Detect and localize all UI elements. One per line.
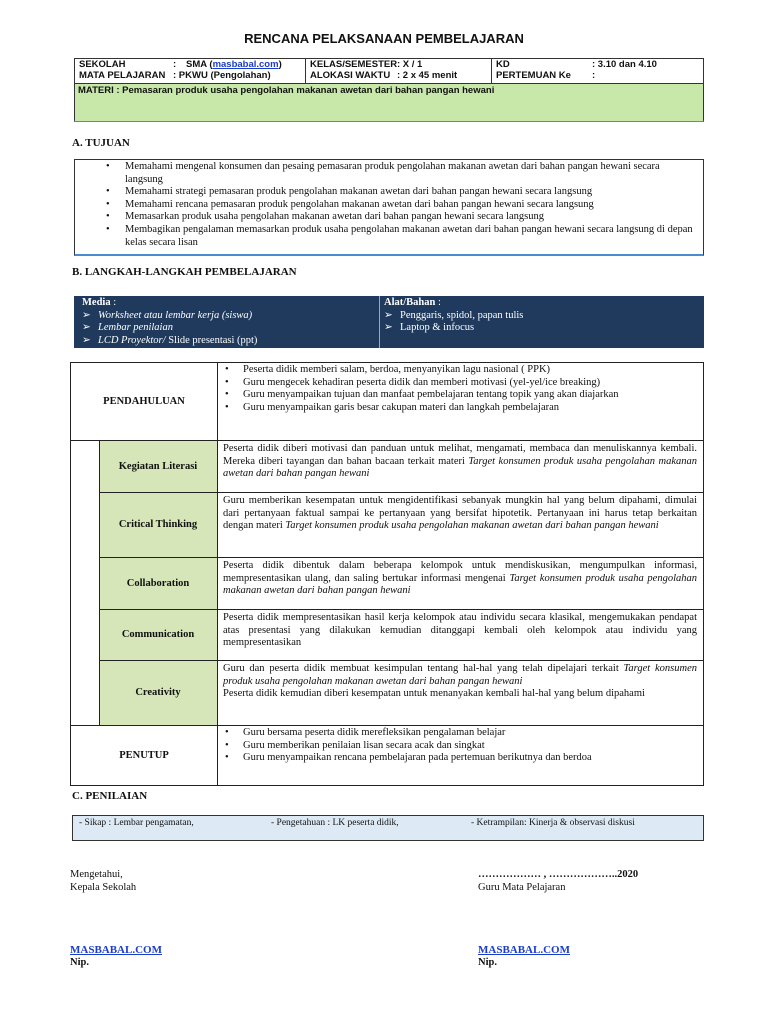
- pertemuan-label: PERTEMUAN Ke: [496, 70, 571, 81]
- list-item: • Memahami rencana pemasaran produk pengolahan makanan awetan dari bahan pangan hewani secara langsung: [75, 199, 703, 212]
- date-line: ……………… , ………………..2020: [478, 869, 639, 880]
- list-item: • Memahami strategi pemasaran produk pengolahan makanan awetan dari bahan pangan hewani secara langsung: [75, 186, 703, 199]
- section-heading-penilaian: C. PENILAIAN: [72, 790, 148, 802]
- tujuan-box: [74, 159, 704, 256]
- media-divider: [379, 296, 380, 348]
- list-item: • Guru mengecek kehadiran peserta didik dan memberi motivasi (yel-yel/ice breaking): [217, 377, 703, 390]
- table-divider: [71, 725, 703, 726]
- table-divider: [99, 440, 100, 725]
- page-title: RENCANA PELAKSANAAN PEMBELAJARAN: [244, 31, 524, 46]
- table-divider: [217, 363, 218, 785]
- arrow-icon: ➢: [82, 309, 91, 321]
- section-heading-langkah: B. LANGKAH-LANGKAH PEMBELAJARAN: [72, 266, 297, 278]
- list-item: • Membagikan pengalaman memasarkan produk usaha pengolahan makanan awetan dari bahan pangan hewani secara langsung di depan kelas secara lisan: [75, 224, 703, 249]
- info-box: [74, 58, 704, 122]
- communication-content: Peserta didik mempresentasikan hasil kerja kelompok atau individu secara klasikal, mengemukakan pendapat atas presentasi yang dilakukan kemudian ditanggapi kembali oleh kelompok atau individu yang mempresentasikan: [223, 612, 697, 649]
- penilaian-box: [72, 815, 704, 841]
- media-column: Media : ➢ Worksheet atau lembar kerja (siswa) ➢ Lembar penilaian ➢ LCD Proyektor/ Slide presentasi (ppt): [82, 297, 258, 346]
- media-box: [74, 296, 704, 348]
- penilaian-sikap: - Sikap : Lembar pengamatan,: [79, 818, 194, 828]
- list-item: • Memasarkan produk usaha pengolahan makanan awetan dari bahan pangan hewani secara langsung: [75, 211, 703, 224]
- collaboration-content: Peserta didik dibentuk dalam beberapa kelompok untuk mendiskusikan, mengumpulkan informasi, mempresentasikan ulang, dan saling bertukar informasi mengenai Target konsumen produk usaha pengolahan makanan awetan dari bahan pangan hewani: [223, 560, 697, 597]
- critical-thinking-content: Guru memberikan kesempatan untuk mengidentifikasi sebanyak mungkin hal yang belum dipahami, dimulai dari pertanyaan faktual sampai ke pertanyaan yang bersifat hipotetik. Pertanyaan ini harus tetap berkaitan dengan materi Target konsumen produk usaha pengolahan makanan awetan dari bahan pangan hewani: [223, 495, 697, 532]
- list-item: • Guru menyampaikan rencana pembelajaran pada pertemuan berikutnya dan berdoa: [217, 752, 703, 765]
- list-item: • Memahami mengenal konsumen dan pesaing pemasaran produk pengolahan makanan awetan dari bahan pangan hewani secara langsung: [75, 161, 703, 186]
- mapel-value: : PKWU (Pengolahan): [173, 70, 271, 81]
- table-divider: [99, 557, 703, 558]
- critical-thinking-label: Critical Thinking: [118, 519, 198, 530]
- arrow-icon: ➢: [384, 309, 393, 321]
- literasi-content: Peserta didik diberi motivasi dan panduan untuk melihat, mengamati, membaca dan menuliskannya kembali. Mereka diberi tayangan dan bahan bacaan terkait materi Target konsumen produk usaha pengolahan makanan awetan dari bahan pangan hewani: [223, 443, 697, 480]
- media-item: Worksheet atau lembar kerja (siswa): [98, 309, 253, 321]
- alokasi-label: ALOKASI WAKTU: [310, 70, 391, 81]
- kd-value: : 3.10 dan 4.10: [592, 59, 657, 70]
- kepala-sekolah-text: Kepala Sekolah: [70, 882, 137, 893]
- arrow-icon: ➢: [384, 322, 393, 333]
- mengetahui-text: Mengetahui,: [70, 869, 123, 880]
- guru-text: Guru Mata Pelajaran: [478, 882, 566, 893]
- tujuan-list: [75, 161, 703, 249]
- communication-label: Communication: [121, 629, 195, 640]
- pertemuan-value: :: [592, 70, 596, 81]
- info-divider: [305, 59, 306, 83]
- media-label: Media: [82, 297, 111, 308]
- list-item: • Guru menyampaikan garis besar cakupan materi dan langkah pembelajaran: [217, 402, 703, 415]
- right-footer-link[interactable]: MASBABAL.COM: [478, 944, 570, 956]
- alat-label: Alat/Bahan: [384, 297, 436, 308]
- kelas-value: : X / 1: [397, 59, 423, 70]
- info-row-2: [75, 70, 703, 82]
- literasi-label: Kegiatan Literasi: [118, 460, 198, 472]
- list-item: • Guru memberikan penilaian lisan secara acak dan singkat: [217, 740, 703, 753]
- media-item: LCD Proyektor/: [98, 334, 166, 346]
- alat-item: Penggaris, spidol, papan tulis: [400, 309, 524, 321]
- nip-right: Nip.: [478, 957, 497, 968]
- media-item: Slide presentasi (ppt): [165, 334, 258, 346]
- penutup-content: [217, 727, 703, 765]
- arrow-icon: ➢: [82, 322, 91, 333]
- pendahuluan-label: PENDAHULUAN: [103, 396, 185, 407]
- alat-column: Alat/Bahan : ➢ Penggaris, spidol, papan tulis ➢ Laptop & infocus: [384, 297, 524, 333]
- sekolah-label: SEKOLAH: [79, 59, 126, 70]
- penutup-label: PENUTUP: [119, 749, 169, 761]
- creativity-label: Creativity: [135, 687, 181, 698]
- nip-left: Nip.: [70, 957, 89, 968]
- sekolah-link[interactable]: masbabal.com: [212, 59, 279, 70]
- penilaian-keterampilan: - Ketrampilan: Kinerja & observasi diskusi: [471, 818, 635, 828]
- section-heading-tujuan: A. TUJUAN: [72, 137, 130, 149]
- materi-bar: MATERI : Pemasaran produk usaha pengolahan makanan awetan dari bahan pangan hewani: [75, 83, 703, 121]
- alat-item: Laptop & infocus: [400, 322, 475, 333]
- kelas-label: KELAS/SEMESTER: [310, 59, 398, 70]
- kd-label: KD: [496, 59, 510, 70]
- collaboration-label: Collaboration: [126, 577, 190, 589]
- mapel-label: MATA PELAJARAN: [79, 70, 166, 81]
- sekolah-value: SMA (masbabal.com): [186, 59, 282, 70]
- list-item: • Peserta didik memberi salam, berdoa, menyanyikan lagu nasional ( PPK): [217, 364, 703, 377]
- list-item: • Guru bersama peserta didik merefleksikan pengalaman belajar: [217, 727, 703, 740]
- pendahuluan-content: [217, 364, 703, 414]
- list-item: • Guru menyampaikan tujuan dan manfaat pembelajaran tentang topik yang akan diajarkan: [217, 389, 703, 402]
- info-divider: [491, 59, 492, 83]
- arrow-icon: ➢: [82, 334, 91, 346]
- table-divider: [99, 492, 703, 493]
- media-item: Lembar penilaian: [98, 322, 173, 333]
- table-divider: [99, 609, 703, 610]
- left-footer-link[interactable]: MASBABAL.COM: [70, 944, 162, 956]
- creativity-content: Guru dan peserta didik membuat kesimpulan tentang hal-hal yang telah dipelajari terkait Target konsumen produk usaha pengolahan makanan awetan dari bahan pangan hewani Peserta didik kemudian diberi kesempatan untuk menanyakan kembali hal-hal yang belum dipahami: [223, 663, 697, 700]
- table-divider: [99, 660, 703, 661]
- table-divider: [71, 440, 703, 441]
- penilaian-pengetahuan: - Pengetahuan : LK peserta didik,: [271, 818, 399, 828]
- sekolah-colon: :: [173, 59, 177, 70]
- activity-table: [70, 362, 704, 786]
- alokasi-value: : 2 x 45 menit: [397, 70, 458, 81]
